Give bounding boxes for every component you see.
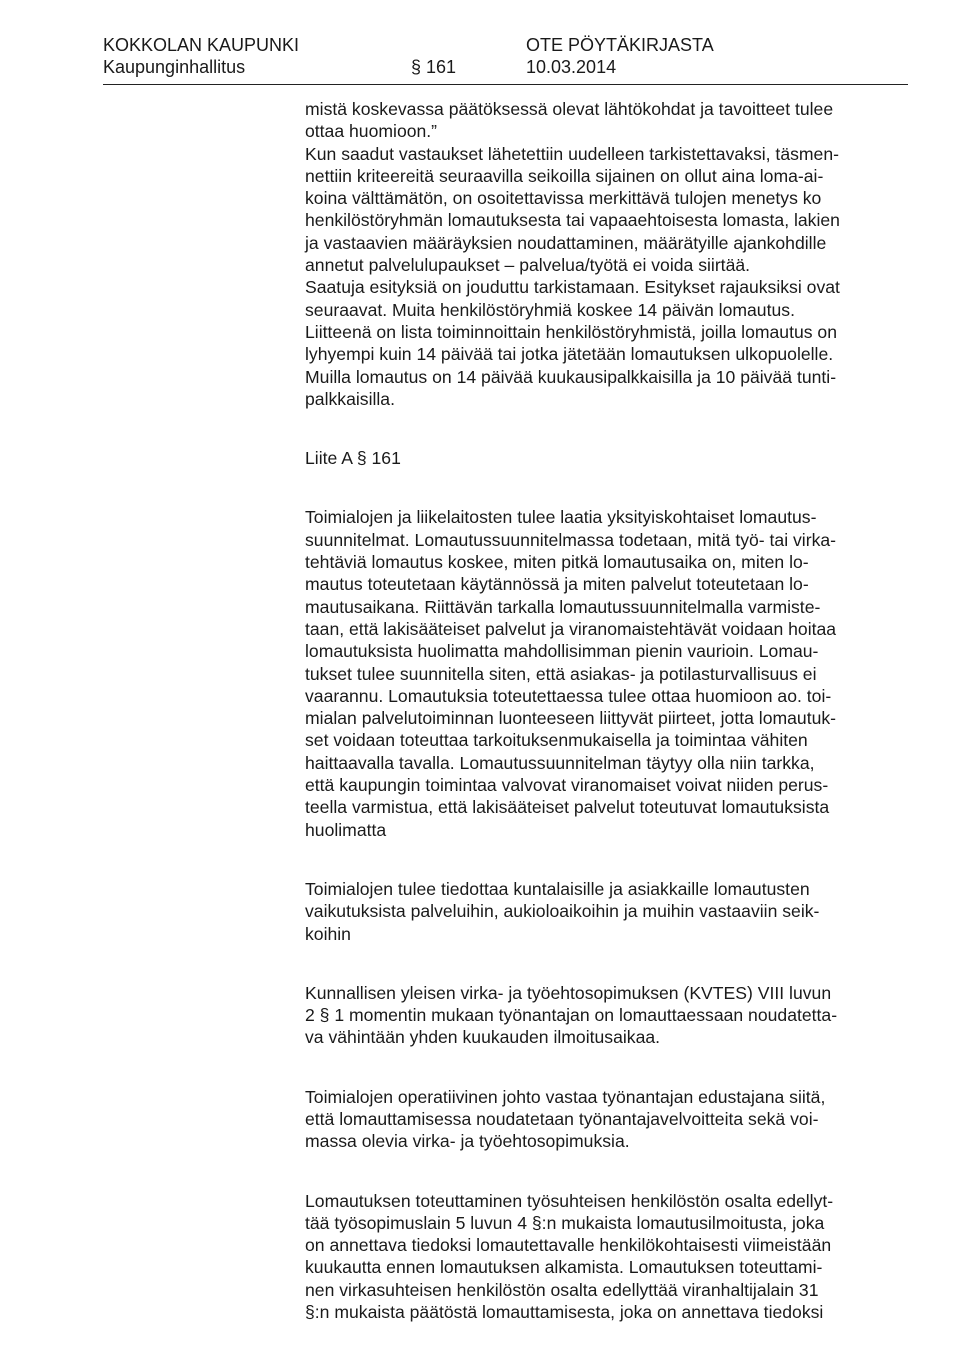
text-line: mautus toteutetaan käytännössä ja miten palvelut toteutetaan lo- xyxy=(305,574,809,595)
text-line: koihin xyxy=(305,923,351,944)
text-line: huolimatta xyxy=(305,819,387,840)
document-type: OTE PÖYTÄKIRJASTA xyxy=(526,35,714,55)
paragraph xyxy=(305,982,905,1049)
text-line: nen virkasuhteisen henkilöstön osalta edellyttää viranhaltijalain 31 xyxy=(305,1279,819,1300)
text-line: Lomautuksen toteuttaminen työsuhteisen henkilöstön osalta edellyt- xyxy=(305,1190,834,1211)
text-line: palkkaisilla. xyxy=(305,388,395,409)
document-date: 10.03.2014 xyxy=(526,57,617,77)
text-line: suunnitelmat. Lomautussuunnitelmassa todetaan, mitä työ- tai virka- xyxy=(305,529,837,550)
text-line: va vähintään yhden kuukauden ilmoitusaikaa. xyxy=(305,1027,661,1048)
text-line: henkilöstöryhmän lomautuksesta tai vapaaehtoisesta lomasta, lakien xyxy=(305,210,840,231)
text-line: Liitteenä on lista toiminnoittain henkilöstöryhmistä, joilla lomautus on xyxy=(305,321,838,342)
text-line: vaarannu. Lomautuksia toteutettaessa tulee ottaa huomioon ao. toi- xyxy=(305,685,832,706)
text-line: nettiin kriteereitä seuraavilla seikoilla sijainen on ollut aina loma-ai- xyxy=(305,165,824,186)
document-header xyxy=(103,34,908,85)
paragraph xyxy=(305,506,905,840)
text-line: annetut palvelulupaukset – palvelua/työtä ei voida siirtää. xyxy=(305,255,751,276)
text-line: mautusaikana. Riittävän tarkalla lomautussuunnitelmalla varmiste- xyxy=(305,596,821,617)
text-line: seuraavat. Muita henkilöstöryhmiä koskee 14 päivän lomautus. xyxy=(305,299,795,320)
text-line: kuukautta ennen lomautuksen alkamista. Lomautuksen toteuttami- xyxy=(305,1257,823,1278)
text-line: Muilla lomautus on 14 päivää kuukausipalkkaisilla ja 10 päivää tunti- xyxy=(305,366,837,387)
unit-name: Kaupunginhallitus xyxy=(103,57,246,77)
text-line: että lomauttamisessa noudatetaan työnantajavelvoitteita sekä voi- xyxy=(305,1108,819,1129)
section-number: § 161 xyxy=(411,57,457,77)
text-line: lomautuksista huolimatta mahdollisimman pienin vaurioin. Lomau- xyxy=(305,641,819,662)
text-line: massa olevia virka- ja työehtosopimuksia. xyxy=(305,1131,630,1152)
paragraph xyxy=(305,1086,905,1153)
text-line: lyhyempi kuin 14 päivää tai jotka jätetään lomautuksen ulkopuolelle. xyxy=(305,344,834,365)
text-line: koina välttämätön, on osoitettavissa merkittävä tulojen menetys ko xyxy=(305,188,822,209)
attachment-reference xyxy=(305,447,905,469)
text-line: mialan palvelutoiminnan luonteeseen liittyvät piirteet, jotta lomautuk- xyxy=(305,708,837,729)
paragraph xyxy=(305,878,905,945)
text-line: että kaupungin toimintaa valvovat viranomaiset voivat niiden perus- xyxy=(305,775,829,796)
text-line: Kunnallisen yleisen virka- ja työehtosopimuksen (KVTES) VIII luvun xyxy=(305,982,832,1003)
organization-name: KOKKOLAN KAUPUNKI xyxy=(103,35,300,55)
text-line: §:n mukaista päätöstä lomauttamisesta, joka on annettava tiedoksi xyxy=(305,1302,824,1323)
text-line: Liite A § 161 xyxy=(305,448,401,469)
text-line: vaikutuksista palveluihin, aukioloaikoihin ja muihin vastaaviin seik- xyxy=(305,901,820,922)
text-line: ja vastaavien määräyksien noudattaminen, määrätyille ajankohdille xyxy=(305,232,827,253)
paragraph xyxy=(305,98,905,410)
text-line: 2 § 1 momentin mukaan työnantajan on lomauttaessaan noudatetta- xyxy=(305,1005,838,1026)
text-line: tukset tulee suunnitella siten, että asiakas- ja potilasturvallisuus ei xyxy=(305,663,817,684)
text-line: tehtäviä lomautus koskee, miten pitkä lomautusaika on, miten lo- xyxy=(305,552,809,573)
text-line: tää työsopimuslain 5 luvun 4 §:n mukaista lomautusilmoitusta, joka xyxy=(305,1212,825,1233)
text-line: Toimialojen operatiivinen johto vastaa työnantajan edustajana siitä, xyxy=(305,1086,826,1107)
text-line: taan, että lakisääteiset palvelut ja viranomaistehtävät voidaan hoitaa xyxy=(305,618,837,639)
text-line: teella varmistua, että lakisääteiset palvelut toteutuvat lomautuksista xyxy=(305,797,830,818)
text-line: Toimialojen ja liikelaitosten tulee laatia yksityiskohtaiset lomautus- xyxy=(305,507,817,528)
text-line: Saatuja esityksiä on jouduttu tarkistamaan. Esitykset rajauksiksi ovat xyxy=(305,277,840,298)
paragraph xyxy=(305,1190,905,1324)
text-line: haittaavalla tavalla. Lomautussuunnitelman täytyy olla niin tarkka, xyxy=(305,752,815,773)
document-body xyxy=(305,98,905,1323)
text-line: on annettava tiedoksi lomautettavalle henkilökohtaisesti viimeistään xyxy=(305,1235,832,1256)
text-line: Toimialojen tulee tiedottaa kuntalaisille ja asiakkaille lomautusten xyxy=(305,878,810,899)
text-line: Kun saadut vastaukset lähetettiin uudelleen tarkistettavaksi, täsmen- xyxy=(305,143,839,164)
text-line: mistä koskevassa päätöksessä olevat lähtökohdat ja tavoitteet tulee xyxy=(305,99,834,119)
text-line: set voidaan toteuttaa tarkoituksenmukaisella ja toimintaa vähiten xyxy=(305,730,808,751)
text-line: ottaa huomioon.” xyxy=(305,121,438,142)
